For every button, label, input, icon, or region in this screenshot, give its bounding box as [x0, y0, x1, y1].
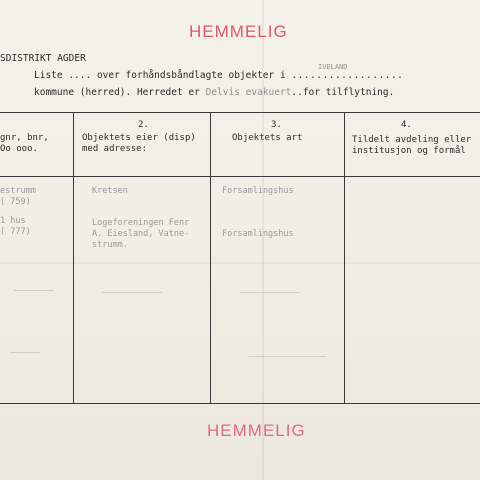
row-2-type: Forsamlingshus — [222, 229, 294, 239]
handwritten-municipality: IVELAND — [318, 63, 348, 71]
column-number-3: 3. — [271, 120, 282, 130]
column-number-2: 2. — [138, 120, 149, 130]
column-heading-3: Objektets art — [232, 133, 303, 143]
row-1-owner: Kretsen — [92, 186, 128, 196]
table-bottom-rule — [0, 403, 480, 404]
column-divider-2 — [210, 112, 211, 403]
classification-stamp-top: HEMMELIG — [189, 22, 288, 41]
district-heading: SDISTRIKT AGDER — [0, 53, 86, 64]
classification-stamp-bottom: HEMMELIG — [207, 421, 306, 440]
show-through-mark — [240, 292, 300, 293]
column-number-4: 4. — [401, 120, 412, 130]
row-1-type: Forsamlingshus — [222, 186, 294, 196]
table-header-rule — [0, 176, 480, 177]
column-divider-3 — [344, 112, 345, 403]
column-heading-1: gnr, bnr, Oo ooo. — [0, 133, 49, 154]
show-through-mark — [102, 292, 162, 293]
fold-crease-horizontal — [0, 262, 480, 264]
row-2-property: 1 hus ( 777) — [0, 216, 31, 237]
row-1-property: estrumm ( 759) — [0, 186, 36, 207]
row-2-owner: Logeforeningen Fenr A. Eiesland, Vatne- strumm. — [92, 218, 190, 250]
municipality-line: kommune (herred). Herredet er Delvis evakuert..for tilflytning. — [34, 87, 395, 98]
show-through-mark — [10, 352, 40, 353]
column-heading-4: Tildelt avdeling eller institusjon og formål — [352, 135, 472, 156]
list-line: Liste .... over forhåndsbåndlagte objekter i .................. — [34, 70, 404, 81]
show-through-mark — [248, 356, 326, 357]
column-divider-1 — [73, 112, 74, 403]
table-top-rule — [0, 112, 480, 113]
show-through-mark — [14, 290, 54, 291]
column-heading-2: Objektets eier (disp) med adresse: — [82, 133, 196, 154]
